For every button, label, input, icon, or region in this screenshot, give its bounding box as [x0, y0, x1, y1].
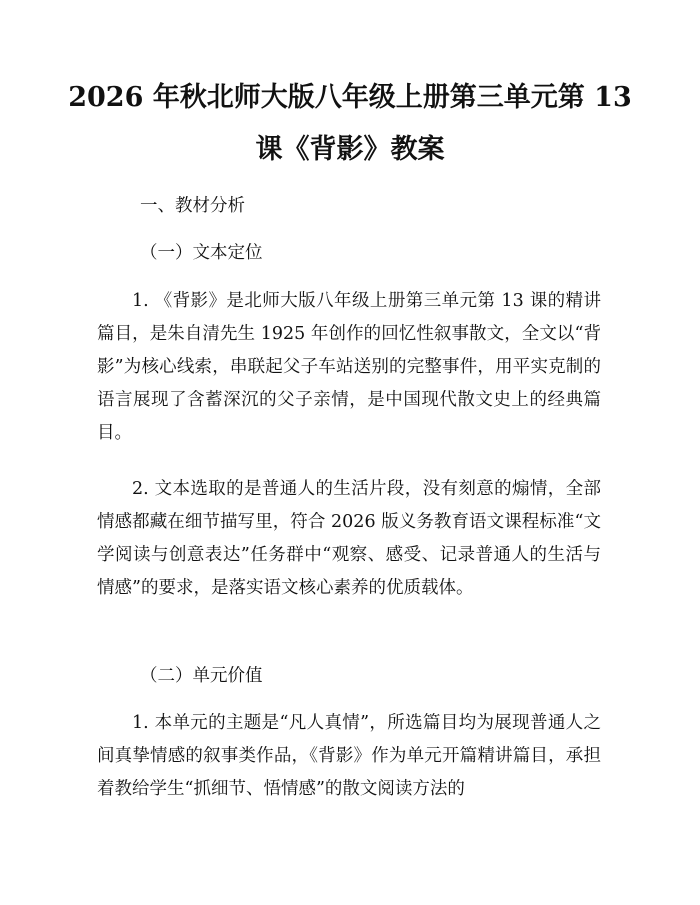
document-title-line-1: 2026 年秋北师大版八年级上册第三单元第 13 [68, 82, 632, 113]
subsection-heading-text-positioning: （一）文本定位 [140, 243, 263, 263]
paragraph-unit-value-1: 1. 本单元的主题是“凡人真情”，所选篇目均为展现普通人之间真挚情感的叙事类作品，《背影》作为单元开篇精讲篇目，承担着教给学生“抓细节、悟情感”的散文阅读方法的 [97, 713, 601, 799]
paragraph-text-positioning-2: 2. 文本选取的是普通人的生活片段，没有刻意的煽情，全部情感都藏在细节描写里，符合 2026 版义务教育语文课程标准“文学阅读与创意表达”任务群中“观察、感受、记录普通人的生活与情感”的要求，是落实语文核心素养的优质载体。 [97, 479, 601, 598]
section-heading-textbook-analysis: 一、教材分析 [140, 196, 245, 216]
paragraph-text-positioning-1: 1. 《背影》是北师大版八年级上册第三单元第 13 课的精讲篇目，是朱自清先生 1925 年创作的回忆性叙事散文，全文以“背影”为核心线索，串联起父子车站送别的完整事件，用平实克制的语言展现了含蓄深沉的父子亲情，是中国现代散文史上的经典篇目。 [97, 291, 601, 443]
subsection-heading-unit-value: （二）单元价值 [140, 666, 263, 686]
document-title-line-2: 课《背影》教案 [255, 134, 445, 165]
